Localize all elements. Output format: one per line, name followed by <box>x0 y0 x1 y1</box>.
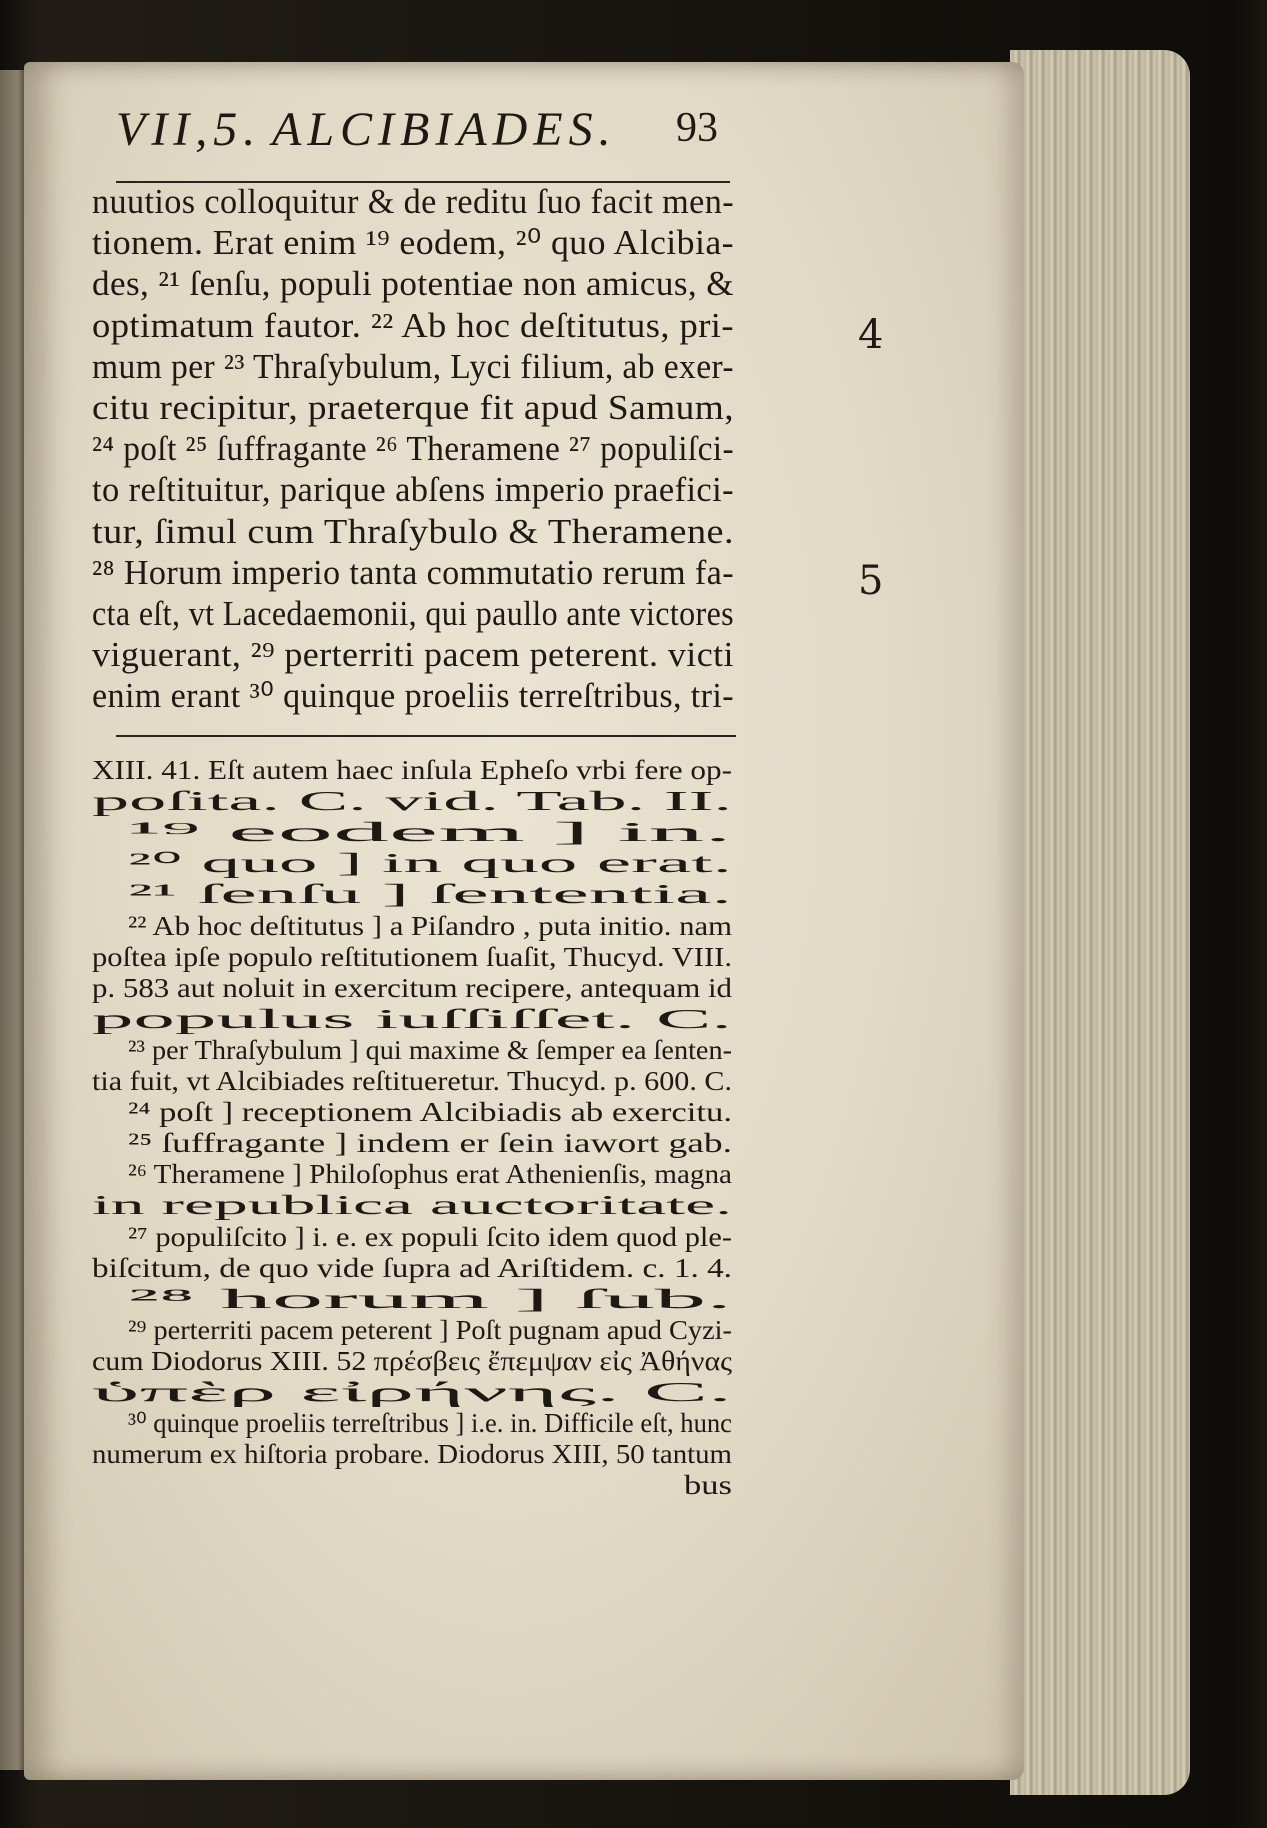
text-line: cta eſt, vt Lacedaemonii, qui paullo ante victores <box>92 594 734 633</box>
footnote-line: numerum ex hiſtoria probare. Diodorus XIII, 50 tantum <box>92 1438 732 1470</box>
text-line: enim erant ³⁰ quinque proeliis terreſtribus, tri- <box>92 676 734 716</box>
footnote-line: populus iuſſiſſet. C. <box>92 1002 732 1034</box>
footnote-line: cum Diodorus XIII. 52 πρέσβεις ἔπεμψαν εἰς Ἀθήνας <box>92 1344 732 1376</box>
book-page <box>24 62 1024 1780</box>
book-fore-edge <box>1010 50 1190 1795</box>
footnote-line: bus <box>684 1469 732 1501</box>
footnote-line: in republica auctoritate. <box>92 1189 732 1221</box>
footnote-line: ²³ per Thraſybulum ] qui maxime & ſemper ea ſenten- <box>128 1033 732 1065</box>
text-line: viguerant, ²⁹ perterriti pacem peterent. victi <box>92 635 734 675</box>
footnote-line: ²¹ ſenſu ] ſententia. <box>128 878 732 910</box>
footnote-line: ²⁴ poſt ] receptionem Alcibiadis ab exercitu. <box>128 1096 732 1128</box>
text-line: ²⁴ poſt ²⁵ ſuffragante ²⁶ Theramene ²⁷ populiſci- <box>92 429 734 469</box>
footnote-line: XIII. 41. Eſt autem haec inſula Epheſo vrbi fere op- <box>92 754 732 785</box>
footnote-line: ²⁸ horum ] ſub. <box>128 1282 732 1314</box>
footnote-line: ²⁰ quo ] in quo erat. <box>128 847 732 879</box>
running-head-title: ALCIBIADES. <box>272 103 617 156</box>
footnote-line: biſcitum, de quo vide ſupra ad Ariſtidem. c. 1. 4. <box>92 1251 732 1283</box>
footnote-line: ²⁵ ſuffragante ] indem er ſein iawort gab. <box>128 1127 732 1159</box>
footnote-line: ²² Ab hoc deſtitutus ] a Piſandro , puta initio. nam <box>128 909 732 941</box>
footnote-line: poſita. C. vid. Tab. II. <box>92 785 732 817</box>
text-line: des, ²¹ ſenſu, populi potentiae non amicus, & <box>92 264 734 304</box>
text-line: ²⁸ Horum imperio tanta commutatio rerum fa- <box>92 552 734 592</box>
page-number: 93 <box>676 105 718 151</box>
margin-number-5: 5 <box>858 558 884 604</box>
footnote-line: poſtea ipſe populo reſtitutionem ſuaſit, Thucyd. VIII. <box>92 940 732 972</box>
footnote-line: ¹⁹ eodem ] in. <box>128 816 732 848</box>
text-line: tur, ſimul cum Thraſybulo & Theramene. <box>92 511 734 551</box>
text-line: citu recipitur, praeterque fit apud Samum, <box>92 388 734 427</box>
footnote-rule <box>116 735 736 737</box>
footnote-line: ²⁷ populiſcito ] i. e. ex populi ſcito idem quod ple- <box>128 1220 732 1252</box>
text-line: mum per ²³ Thraſybulum, Lyci filium, ab exer- <box>92 346 734 386</box>
footnote-line: ὑπὲρ εἰρήνης. C. <box>92 1376 732 1407</box>
text-line: optimatum fautor. ²² Ab hoc deſtitutus, pri- <box>92 305 734 345</box>
margin-number-4: 4 <box>858 312 884 358</box>
footnote-line: ²⁹ perterriti pacem peterent ] Poſt pugnam apud Cyzi- <box>128 1313 732 1345</box>
footnote-line: ²⁶ Theramene ] Philoſophus erat Athenienſis, magna <box>128 1158 732 1190</box>
text-line: nuutios colloquitur & de reditu ſuo facit men- <box>92 182 734 221</box>
text-line: to reſtituitur, parique abſens imperio praefici- <box>92 470 734 510</box>
text-line: tionem. Erat enim ¹⁹ eodem, ²⁰ quo Alcibia- <box>92 223 734 263</box>
footnote-line: tia fuit, vt Alcibiades reſtitueretur. Thucyd. p. 600. C. <box>92 1065 732 1096</box>
footnote-line: p. 583 aut noluit in exercitum recipere, antequam id <box>92 971 732 1003</box>
footnote-line: ³⁰ quinque proeliis terreſtribus ] i.e. in. Difficile eſt, hunc <box>128 1407 732 1439</box>
running-head-section: VII,5. <box>116 103 262 156</box>
